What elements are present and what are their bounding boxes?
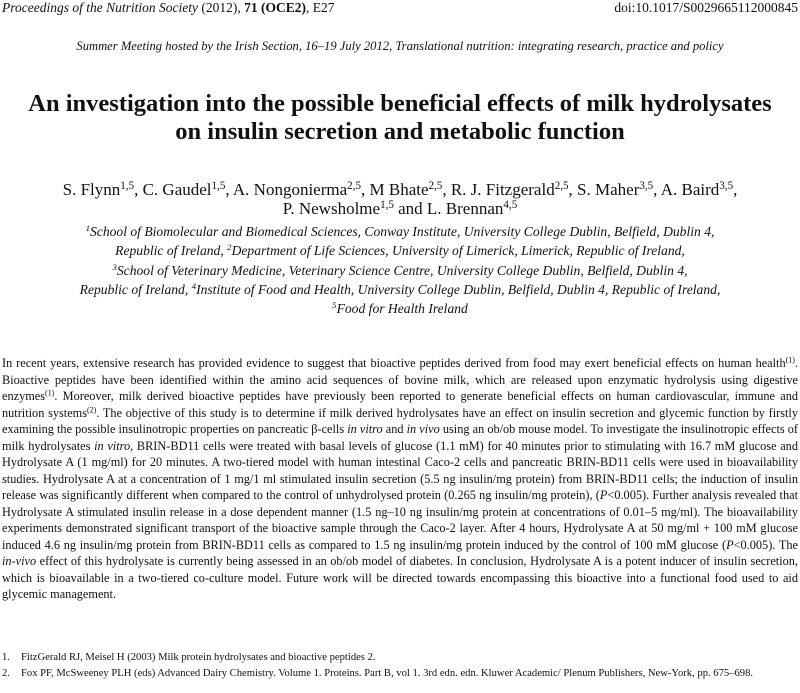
citation-ref: (1) — [45, 388, 55, 398]
running-header — [0, 0, 800, 18]
journal-year: (2012), — [201, 0, 241, 15]
reference-list — [2, 651, 798, 683]
author-affiliation-sup: 3,5 — [719, 179, 734, 192]
author-affiliation-sup: 2,5 — [347, 179, 361, 192]
doi: doi:10.1017/S0029665112000845 — [614, 0, 798, 15]
reference-item: 1. FitzGerald RJ, Meisel H (2003) Milk protein hydrolysates and bioactive peptides 2. — [2, 652, 376, 663]
journal-volume: 71 — [244, 0, 258, 15]
affiliation-line-3: $^3$School of Veterinary Medicine, Veterinary Science Centre, University College Dublin, Belfield, Dublin 4, — [112, 261, 688, 278]
title-line-2: on insulin secretion and metabolic function — [175, 118, 625, 145]
affiliation-line-5: $^5$Food for Health Ireland — [332, 300, 468, 317]
affiliations — [0, 222, 800, 318]
author-name: C. Gaudel — [142, 180, 212, 199]
author-affiliation-sup: 1,5 — [380, 198, 394, 211]
author-affiliation-sup: 1,5 — [120, 179, 135, 192]
author-name: L. Brennan — [426, 199, 504, 218]
article-title — [0, 90, 800, 146]
citation-ref: (2) — [87, 405, 97, 415]
author-name: A. Baird — [660, 180, 720, 199]
author-name: A. Nongonierma — [232, 180, 348, 199]
author-affiliation-sup: 2,5 — [554, 179, 569, 192]
affiliation-line-2: Republic of Ireland, $^2$Department of Life Sciences, University of Limerick, Limerick, Republic of Ireland, — [115, 242, 685, 259]
meeting-line: Summer Meeting hosted by the Irish Section, 16–19 July 2012, Translational nutrition: integrating research, practice and policy — [76, 39, 724, 53]
journal-citation — [2, 0, 334, 16]
author-affiliation-sup: 2,5 — [428, 179, 443, 192]
journal-issue: (OCE2) — [260, 0, 306, 15]
citation-ref: (1) — [785, 355, 795, 365]
author-affiliation-sup: 1,5 — [211, 179, 226, 192]
title-line-1: An investigation into the possible beneficial effects of milk hydrolysates — [28, 90, 772, 117]
author-list: S. Flynn$^{1,5}$, C. Gaudel$^{1,5}$, A. Nongonierma$^{2,5}$, M Bhate$^{2,5}$, R. J. Fitzgerald$^{2,5}$, S. Maher$^{3,5}$, A. Baird$^{3,5}$, P. Newsholme$^{1,5}$ and L. Brennan$^{4,5}$ — [62, 179, 738, 218]
author-name: R. J. Fitzgerald — [450, 180, 555, 199]
author-name: M Bhate — [369, 180, 429, 199]
journal-name: Proceedings of the Nutrition Society — [2, 0, 198, 15]
author-name: S. Maher — [577, 180, 640, 199]
author-name: S. Flynn — [62, 180, 121, 199]
author-affiliation-sup: 3,5 — [639, 179, 654, 192]
affiliation-line-4: Republic of Ireland, $^4$Institute of Food and Health, University College Dublin, Belfield, Dublin 4, Republic of Ireland, — [79, 281, 721, 297]
author-name: P. Newsholme — [282, 199, 381, 218]
abstract-body: In recent years, extensive research has provided evidence to suggest that bioactive peptides derived from food may exert beneficial effects on human health$^{(1)}$. Bioactive peptides have been identified within the amino acid sequences of bovine milk, which are released upon enzymatic hydrolysis using digestive enzymes$^{(1)}$. Moreover, milk derived bioactive peptides have previously been reported to generate beneficial effects on human cardiovascular, immune and nutrition systems$^{(2)}$. The objective of this study is to determine if milk derived hydrolysates have an effect on insulin secretion and glycemic function by firstly examining the possible insulinotropic properties on pancreatic β-cells in vitro and in vivo using an ob/ob mouse model. To investigate the insulinotropic effects of milk hydrolysates in vitro, BRIN-BD11 cells were treated with basal levels of glucose (1.1 mM) for 40 minutes prior to stimulating with 16.7 mM glucose and Hydrolysate A (1 mg/ml) for 20 minutes. A two-tiered model with human intestinal Caco-2 cells and pancreatic BRIN-BD11 cells were used in bioavailability studies. Hydrolysate A at a concentration of 1 mg/1 ml stimulated insulin secretion (5.5 ng insulin/mg protein) from BRIN-BD11 cells; the induction of insulin release was significantly different when compared to the control of unhydrolysed protein (0.265 ng insulin/mg protein), (P<0.005). Further analysis revealed that Hydrolysate A stimulated insulin release in a dose dependent manner (1.5 ng–10 ng insulin/mg protein at concentrations of 0.01–5 mg/ml). The bioavailability experiments demonstrated significant transport of the bioactive sample through the Caco-2 layer. After 4 hours, Hydrolysate A at 50 mg/ml + 100 mM glucose induced 4.6 ng insulin/mg protein from BRIN-BD11 cells as compared to 1.5 ng insulin/mg protein induced by the control of 100 mM glucose (P<0.005). The in-vivo effect of this hydrolysate is currently being assessed in an ob/ob model of diabetes. In conclusion, Hydrolysate A is a potent inducer of insulin secretion, which is bioavailable in a two-tiered co-culture model. Future work will be directed towards encompassing this bioactive into a functional food used to aid glycemic management. — [2, 355, 799, 601]
reference-item: 2. Fox PF, McSweeney PLH (eds) Advanced Dairy Chemistry. Volume 1. Proteins. Part B, vol 1. 3rd edn. edn. Kluwer Academic/ Plenum Publishers, New-York, pp. 675–698. — [2, 668, 754, 679]
author-affiliation-sup: 4,5 — [503, 198, 518, 211]
journal-page: , E27 — [305, 0, 335, 15]
affiliation-line-1: $^1$School of Biomolecular and Biomedical Sciences, Conway Institute, University College Dublin, Belfield, Dublin 4, — [85, 223, 715, 239]
